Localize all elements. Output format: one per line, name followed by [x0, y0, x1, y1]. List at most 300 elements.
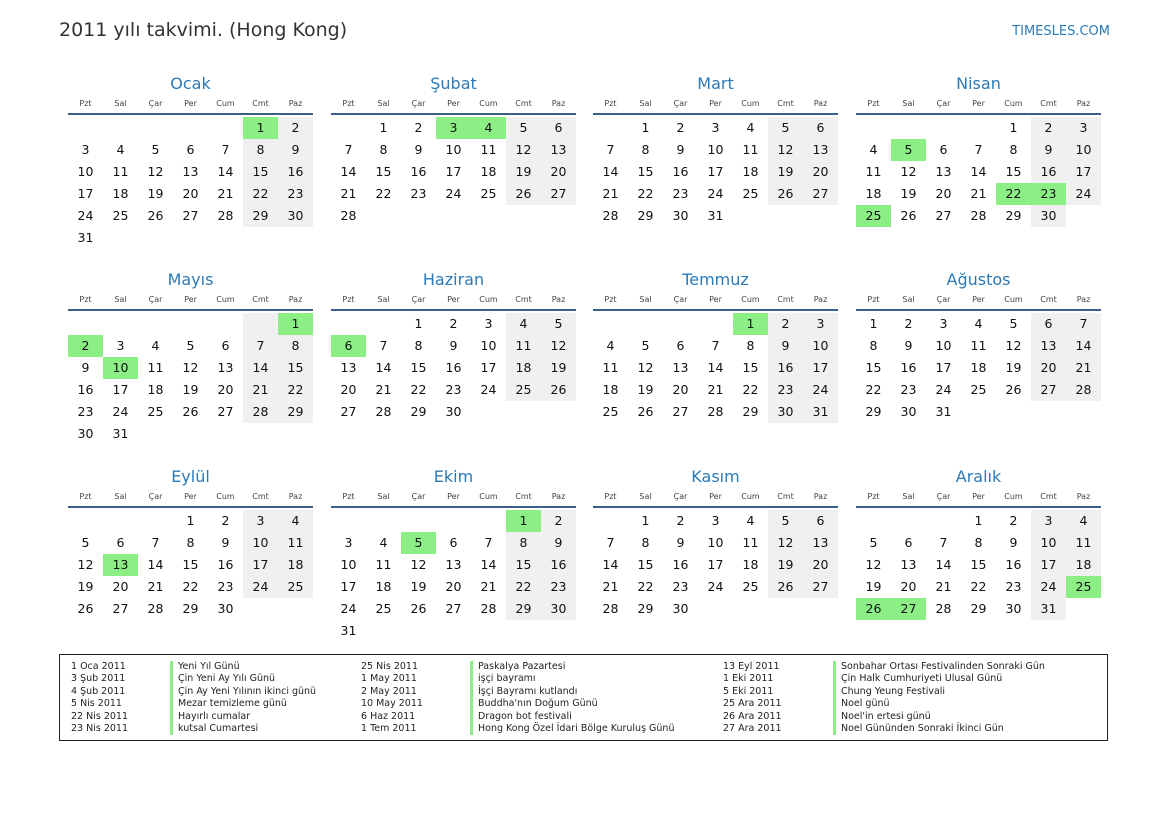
month-9 — [68, 466, 313, 620]
day-cell: 13 — [340, 360, 357, 375]
day-cell: 30 — [1005, 601, 1022, 616]
day-cell: 27 — [1031, 379, 1066, 401]
empty-cell — [103, 227, 138, 249]
day-grid — [593, 117, 838, 227]
day-cell: 22 — [243, 183, 278, 205]
day-cell: 27 — [935, 208, 952, 223]
empty-cell — [366, 313, 401, 335]
day-cell: 10 — [103, 357, 138, 379]
weekday-label: Pzt — [342, 99, 355, 108]
month-name: Haziran — [422, 270, 485, 289]
legend-holiday-name: İşçi Bayramı kutlandı — [478, 685, 578, 697]
day-cell: 26 — [506, 183, 541, 205]
day-cell: 4 — [974, 316, 983, 331]
day-cell: 29 — [865, 404, 882, 419]
day-cell: 30 — [900, 404, 917, 419]
day-cell: 7 — [344, 142, 353, 157]
legend-date: 1 Eki 2011 — [723, 673, 774, 685]
day-cell: 17 — [707, 557, 724, 572]
weekday-label: Paz — [813, 295, 828, 304]
day-cell: 25 — [375, 601, 392, 616]
day-cell: 4 — [379, 535, 388, 550]
day-cell: 10 — [77, 164, 94, 179]
legend-holiday-name: Hayırlı cumalar — [178, 710, 251, 722]
weekday-label: Sal — [114, 295, 127, 304]
day-cell: 18 — [278, 554, 313, 576]
weekday-label: Per — [709, 99, 722, 108]
weekday-label: Cum — [216, 295, 235, 304]
legend-holiday-name: Mezar temizleme günü — [178, 698, 287, 710]
day-cell: 13 — [445, 557, 462, 572]
weekday-label: Paz — [551, 492, 566, 501]
day-cell: 1 — [278, 313, 313, 335]
day-cell: 16 — [217, 557, 234, 572]
empty-cell — [506, 620, 541, 642]
weekday-label: Pzt — [604, 99, 617, 108]
day-cell: 1 — [414, 316, 423, 331]
empty-cell — [1066, 205, 1101, 227]
day-grid — [331, 117, 576, 227]
weekday-label: Pzt — [867, 492, 880, 501]
day-cell: 13 — [103, 554, 138, 576]
weekday-header — [856, 488, 1101, 508]
empty-cell — [471, 205, 506, 227]
weekday-label: Cum — [216, 99, 235, 108]
day-cell: 18 — [480, 164, 497, 179]
legend-names-column — [833, 661, 1045, 735]
day-cell: 25 — [856, 205, 891, 227]
weekday-label: Sal — [377, 492, 390, 501]
empty-cell — [366, 205, 401, 227]
day-cell: 15 — [182, 557, 199, 572]
legend-names-column — [170, 661, 316, 735]
day-cell: 24 — [112, 404, 129, 419]
day-cell: 5 — [869, 535, 878, 550]
day-cell: 22 — [637, 186, 654, 201]
day-cell: 25 — [1066, 576, 1101, 598]
day-cell: 28 — [707, 404, 724, 419]
empty-cell — [733, 598, 768, 620]
legend-holiday-name: Çin Yeni Ay Yılı Günü — [178, 673, 276, 685]
day-cell: 26 — [147, 208, 164, 223]
legend-date: 1 May 2011 — [361, 673, 417, 685]
day-cell: 7 — [974, 142, 983, 157]
day-cell: 20 — [445, 579, 462, 594]
day-cell: 9 — [81, 360, 90, 375]
weekday-label: Cmt — [252, 99, 269, 108]
day-cell: 6 — [803, 510, 838, 532]
site-link[interactable]: TIMESLES.COM — [1012, 24, 1110, 39]
month-8 — [856, 269, 1101, 423]
day-cell: 2 — [278, 117, 313, 139]
empty-cell — [68, 117, 103, 139]
empty-cell — [593, 117, 628, 139]
day-cell: 17 — [935, 360, 952, 375]
weekday-label: Cum — [216, 492, 235, 501]
month-1 — [68, 73, 313, 249]
day-cell: 25 — [506, 379, 541, 401]
day-cell: 3 — [344, 535, 353, 550]
legend-date: 1 Oca 2011 — [71, 661, 126, 672]
day-cell: 11 — [375, 557, 392, 572]
day-cell: 5 — [506, 117, 541, 139]
legend-holiday-name: Çin Ay Yeni Yılının ikinci günü — [178, 685, 317, 697]
legend-holiday-name: Sonbahar Ortası Festivalinden Sonraki Gün — [841, 661, 1045, 672]
legend-holiday-name: Paskalya Pazartesi — [478, 661, 566, 672]
day-cell: 5 — [641, 338, 650, 353]
weekday-label: Pzt — [79, 295, 92, 304]
day-cell: 27 — [340, 404, 357, 419]
month-10 — [331, 466, 576, 642]
empty-cell — [961, 117, 996, 139]
day-cell: 23 — [217, 579, 234, 594]
day-cell: 1 — [733, 313, 768, 335]
day-cell: 18 — [506, 357, 541, 379]
day-cell: 26 — [541, 379, 576, 401]
day-cell: 20 — [672, 382, 689, 397]
weekday-label: Paz — [288, 295, 303, 304]
day-cell: 22 — [278, 379, 313, 401]
legend-date: 27 Ara 2011 — [723, 722, 782, 734]
empty-cell — [768, 205, 803, 227]
month-name: Nisan — [956, 74, 1001, 93]
day-cell: 13 — [935, 164, 952, 179]
weekday-label: Çar — [411, 99, 426, 108]
legend-holiday-name: Hong Kong Özel İdari Bölge Kuruluş Günü — [478, 722, 675, 734]
weekday-label: Paz — [1076, 99, 1091, 108]
day-cell: 5 — [541, 313, 576, 335]
day-cell: 18 — [742, 164, 759, 179]
day-grid — [68, 510, 313, 620]
day-cell: 24 — [1066, 183, 1101, 205]
day-cell: 17 — [1066, 161, 1101, 183]
month-name: Mart — [697, 74, 734, 93]
empty-cell — [401, 205, 436, 227]
empty-cell — [208, 227, 243, 249]
empty-cell — [138, 117, 173, 139]
day-cell: 27 — [217, 404, 234, 419]
month-7 — [593, 269, 838, 423]
day-cell: 11 — [970, 338, 987, 353]
day-cell: 13 — [672, 360, 689, 375]
day-cell: 1 — [243, 117, 278, 139]
legend-date: 2 May 2011 — [361, 685, 417, 697]
weekday-header — [331, 95, 576, 115]
month-name: Eylül — [171, 467, 210, 486]
empty-cell — [401, 620, 436, 642]
day-cell: 21 — [707, 382, 724, 397]
weekday-label: Sal — [902, 492, 915, 501]
empty-cell — [698, 313, 733, 335]
day-cell: 14 — [970, 164, 987, 179]
day-cell: 30 — [217, 601, 234, 616]
day-cell: 27 — [803, 183, 838, 205]
day-cell: 5 — [768, 510, 803, 532]
month-name: Aralık — [955, 467, 1002, 486]
empty-cell — [103, 510, 138, 532]
weekday-header — [68, 291, 313, 311]
day-cell: 30 — [768, 401, 803, 423]
weekday-label: Per — [972, 99, 985, 108]
empty-cell — [1066, 401, 1101, 423]
weekday-label: Çar — [673, 295, 688, 304]
day-cell: 25 — [742, 579, 759, 594]
empty-cell — [996, 401, 1031, 423]
day-grid — [856, 117, 1101, 227]
day-cell: 5 — [186, 338, 195, 353]
day-cell: 17 — [77, 186, 94, 201]
day-cell: 23 — [410, 186, 427, 201]
day-cell: 19 — [865, 579, 882, 594]
day-cell: 10 — [707, 535, 724, 550]
day-cell: 20 — [112, 579, 129, 594]
day-cell: 12 — [147, 164, 164, 179]
empty-cell — [541, 620, 576, 642]
weekday-label: Çar — [936, 99, 951, 108]
empty-cell — [593, 313, 628, 335]
legend-date: 23 Nis 2011 — [71, 722, 128, 734]
day-cell: 28 — [1066, 379, 1101, 401]
weekday-label: Sal — [114, 492, 127, 501]
day-cell: 17 — [112, 382, 129, 397]
weekday-label: Pzt — [604, 295, 617, 304]
holiday-legend — [59, 654, 1108, 741]
day-cell: 16 — [77, 382, 94, 397]
day-cell: 26 — [77, 601, 94, 616]
day-cell: 15 — [970, 557, 987, 572]
legend-date: 4 Şub 2011 — [71, 685, 126, 697]
day-cell: 17 — [340, 579, 357, 594]
day-cell: 7 — [221, 142, 230, 157]
empty-cell — [138, 227, 173, 249]
day-cell: 1 — [506, 510, 541, 532]
weekday-label: Per — [709, 295, 722, 304]
day-cell: 9 — [1031, 139, 1066, 161]
weekday-label: Paz — [551, 99, 566, 108]
day-cell: 25 — [112, 208, 129, 223]
day-grid — [593, 510, 838, 620]
day-cell: 12 — [506, 139, 541, 161]
weekday-label: Çar — [411, 295, 426, 304]
weekday-label: Cum — [1004, 99, 1023, 108]
day-cell: 9 — [676, 142, 685, 157]
weekday-label: Sal — [902, 295, 915, 304]
weekday-header — [856, 291, 1101, 311]
day-cell: 13 — [803, 139, 838, 161]
day-cell: 12 — [410, 557, 427, 572]
day-cell: 4 — [606, 338, 615, 353]
day-cell: 8 — [278, 335, 313, 357]
month-3 — [593, 73, 838, 227]
legend-date: 5 Nis 2011 — [71, 698, 122, 710]
day-cell: 10 — [340, 557, 357, 572]
day-cell: 15 — [410, 360, 427, 375]
day-cell: 11 — [506, 335, 541, 357]
day-cell: 24 — [77, 208, 94, 223]
day-cell: 7 — [484, 535, 493, 550]
empty-cell — [541, 401, 576, 423]
day-cell: 14 — [147, 557, 164, 572]
day-cell: 7 — [379, 338, 388, 353]
day-cell: 10 — [803, 335, 838, 357]
day-cell: 13 — [217, 360, 234, 375]
day-cell: 16 — [1005, 557, 1022, 572]
day-cell: 28 — [602, 208, 619, 223]
day-cell: 7 — [606, 535, 615, 550]
day-cell: 12 — [77, 557, 94, 572]
day-cell: 20 — [217, 382, 234, 397]
day-cell: 18 — [1066, 554, 1101, 576]
day-cell: 11 — [480, 142, 497, 157]
empty-cell — [138, 423, 173, 445]
legend-holiday-name: Chung Yeung Festivali — [841, 685, 946, 697]
day-cell: 16 — [672, 557, 689, 572]
day-cell: 28 — [602, 601, 619, 616]
day-cell: 24 — [707, 186, 724, 201]
day-cell: 13 — [1031, 335, 1066, 357]
day-cell: 2 — [68, 335, 103, 357]
day-cell: 28 — [480, 601, 497, 616]
weekday-header — [593, 291, 838, 311]
empty-cell — [243, 313, 278, 335]
empty-cell — [506, 401, 541, 423]
day-cell: 17 — [480, 360, 497, 375]
day-cell: 24 — [935, 382, 952, 397]
day-cell: 14 — [602, 557, 619, 572]
day-cell: 8 — [243, 139, 278, 161]
day-cell: 9 — [449, 338, 458, 353]
day-cell: 2 — [1009, 513, 1018, 528]
day-cell: 2 — [449, 316, 458, 331]
empty-cell — [768, 598, 803, 620]
day-cell: 20 — [900, 579, 917, 594]
day-cell: 14 — [340, 164, 357, 179]
day-cell: 29 — [410, 404, 427, 419]
day-cell: 28 — [970, 208, 987, 223]
empty-cell — [331, 117, 366, 139]
day-cell: 5 — [401, 532, 436, 554]
day-cell: 10 — [480, 338, 497, 353]
day-cell: 8 — [869, 338, 878, 353]
day-cell: 6 — [331, 335, 366, 357]
weekday-label: Cum — [479, 492, 498, 501]
weekday-label: Çar — [936, 295, 951, 304]
day-cell: 18 — [112, 186, 129, 201]
day-cell: 3 — [1066, 117, 1101, 139]
empty-cell — [68, 313, 103, 335]
page-title: 2011 yılı takvimi. (Hong Kong) — [59, 19, 348, 41]
day-cell: 9 — [1009, 535, 1018, 550]
day-cell: 4 — [471, 117, 506, 139]
day-cell: 9 — [278, 139, 313, 161]
weekday-label: Cum — [741, 295, 760, 304]
weekday-label: Paz — [813, 99, 828, 108]
weekday-label: Paz — [288, 99, 303, 108]
day-cell: 19 — [182, 382, 199, 397]
empty-cell — [926, 510, 961, 532]
day-cell: 28 — [375, 404, 392, 419]
empty-cell — [243, 423, 278, 445]
day-cell: 10 — [1031, 532, 1066, 554]
weekday-label: Cum — [479, 295, 498, 304]
day-cell: 12 — [1005, 338, 1022, 353]
empty-cell — [698, 598, 733, 620]
day-cell: 31 — [77, 230, 94, 245]
day-cell: 24 — [243, 576, 278, 598]
day-cell: 23 — [768, 379, 803, 401]
day-cell: 16 — [768, 357, 803, 379]
day-cell: 3 — [803, 313, 838, 335]
day-cell: 20 — [541, 161, 576, 183]
month-name: Ağustos — [946, 270, 1011, 289]
weekday-header — [593, 488, 838, 508]
day-cell: 15 — [742, 360, 759, 375]
weekday-label: Cum — [741, 492, 760, 501]
day-cell: 26 — [410, 601, 427, 616]
day-cell: 28 — [217, 208, 234, 223]
day-grid — [856, 313, 1101, 423]
day-cell: 2 — [904, 316, 913, 331]
day-cell: 13 — [541, 139, 576, 161]
day-cell: 31 — [935, 404, 952, 419]
day-cell: 2 — [414, 120, 423, 135]
day-cell: 11 — [1066, 532, 1101, 554]
day-cell: 25 — [970, 382, 987, 397]
day-cell: 29 — [506, 598, 541, 620]
month-12 — [856, 466, 1101, 620]
empty-cell — [138, 510, 173, 532]
day-cell: 14 — [935, 557, 952, 572]
day-cell: 21 — [1066, 357, 1101, 379]
legend-holiday-name: Noel'in ertesi günü — [841, 710, 931, 722]
day-cell: 10 — [243, 532, 278, 554]
day-cell: 1 — [379, 120, 388, 135]
day-cell: 8 — [414, 338, 423, 353]
weekday-label: Per — [184, 295, 197, 304]
day-cell: 23 — [541, 576, 576, 598]
day-cell: 24 — [1031, 576, 1066, 598]
day-cell: 21 — [970, 186, 987, 201]
day-cell: 16 — [672, 164, 689, 179]
month-name: Kasım — [691, 467, 740, 486]
day-cell: 8 — [1009, 142, 1018, 157]
day-cell: 6 — [803, 117, 838, 139]
day-cell: 31 — [803, 401, 838, 423]
day-cell: 15 — [375, 164, 392, 179]
day-cell: 21 — [375, 382, 392, 397]
day-cell: 22 — [996, 183, 1031, 205]
day-grid — [593, 313, 838, 423]
legend-date: 22 Nis 2011 — [71, 710, 128, 722]
day-cell: 27 — [182, 208, 199, 223]
empty-cell — [803, 598, 838, 620]
weekday-label: Cum — [741, 99, 760, 108]
day-cell: 8 — [379, 142, 388, 157]
day-cell: 27 — [803, 576, 838, 598]
day-cell: 16 — [900, 360, 917, 375]
day-cell: 31 — [112, 426, 129, 441]
legend-date: 25 Nis 2011 — [361, 661, 418, 672]
day-cell: 17 — [243, 554, 278, 576]
empty-cell — [278, 423, 313, 445]
empty-cell — [243, 227, 278, 249]
day-cell: 26 — [182, 404, 199, 419]
day-cell: 22 — [970, 579, 987, 594]
day-cell: 4 — [869, 142, 878, 157]
empty-cell — [593, 510, 628, 532]
day-cell: 2 — [768, 313, 803, 335]
day-cell: 29 — [182, 601, 199, 616]
